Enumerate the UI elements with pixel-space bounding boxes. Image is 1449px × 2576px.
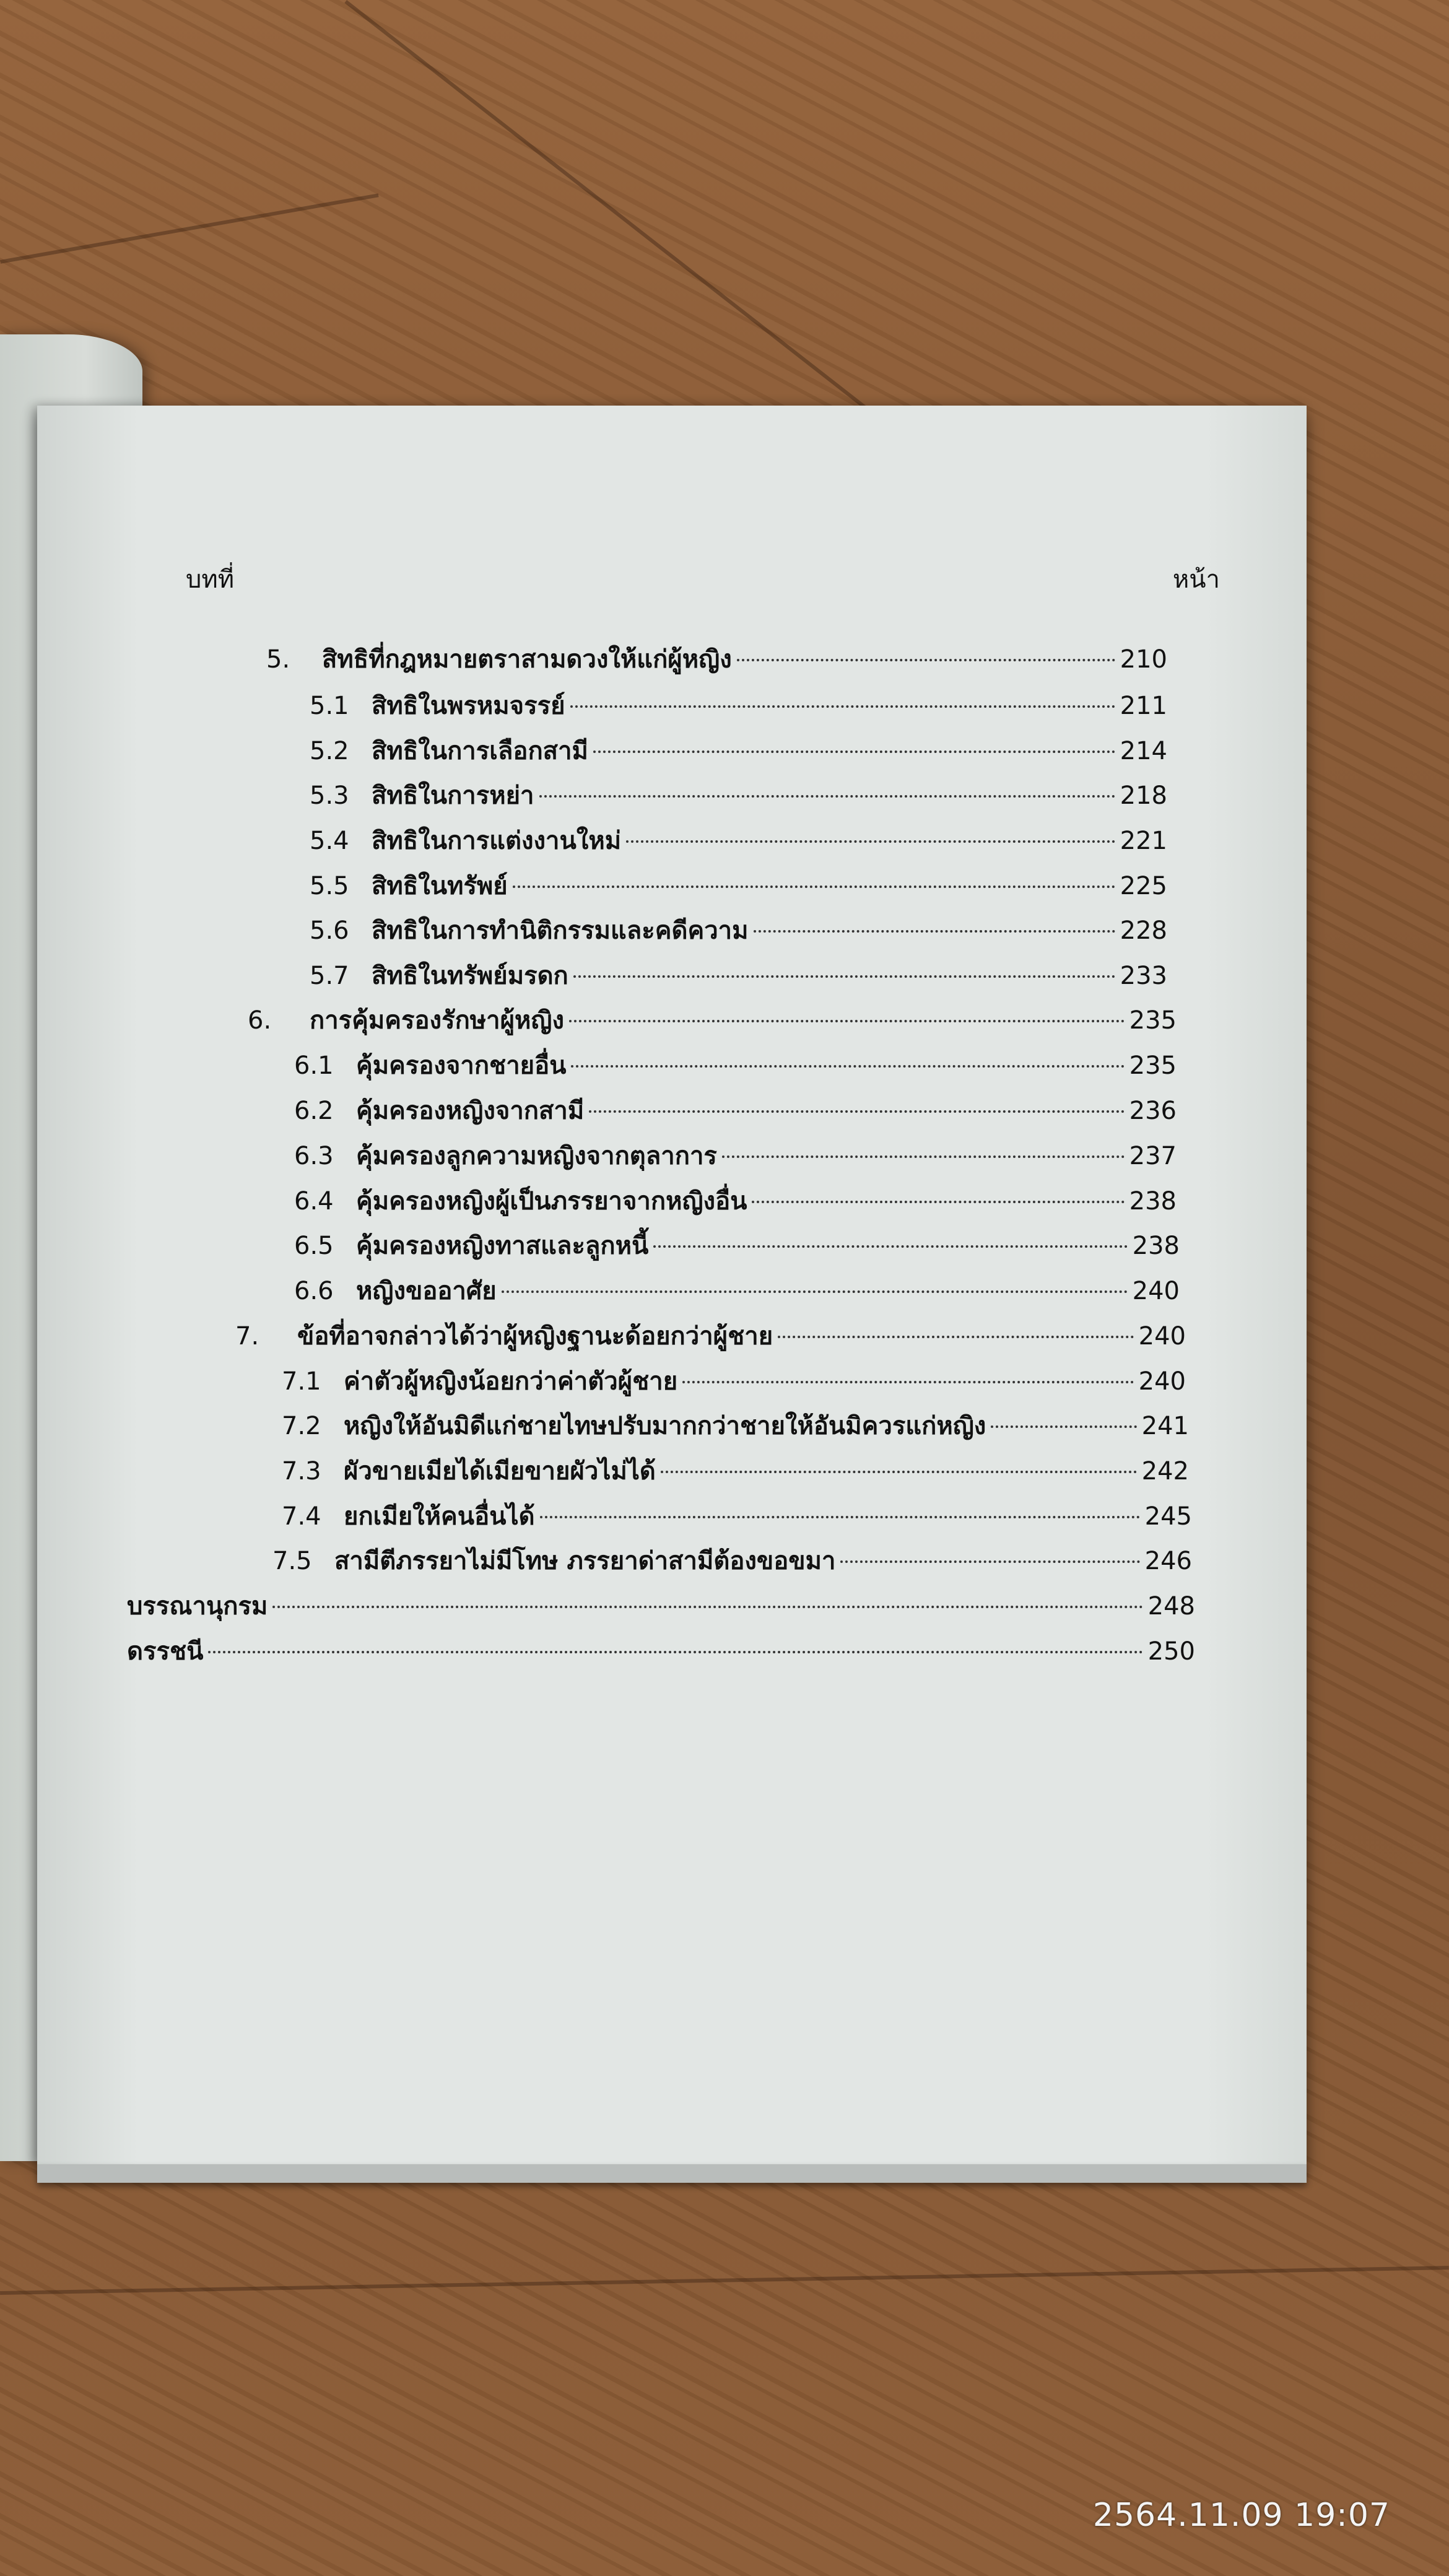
toc-entry [235, 1318, 1186, 1355]
dot-leader [502, 1290, 1128, 1293]
toc-entry-page: 214 [1120, 737, 1167, 765]
toc-entry [282, 1498, 1192, 1535]
toc-entry [127, 1633, 1195, 1670]
toc-entry-number: 5.7 [310, 962, 349, 990]
toc-entry-page: 238 [1132, 1232, 1180, 1260]
toc-entry-page: 245 [1144, 1502, 1192, 1531]
toc-entry-title: สิทธิในการเลือกสามี [372, 737, 588, 765]
toc-entry [282, 1363, 1186, 1400]
toc-entry-page: 233 [1120, 962, 1167, 990]
toc-entry [294, 1092, 1177, 1129]
toc-entry-page: 210 [1120, 645, 1167, 674]
toc-entry-number: 7.1 [282, 1367, 321, 1396]
toc-entry-number: 6.1 [294, 1051, 334, 1080]
dot-leader [778, 1336, 1133, 1338]
dot-leader [752, 1201, 1124, 1203]
toc-entry-number: 5.1 [310, 692, 349, 720]
toc-entry [294, 1138, 1177, 1175]
wood-grain-line [0, 2266, 1449, 2295]
toc-entry-page: 250 [1147, 1637, 1195, 1666]
dot-leader [626, 840, 1115, 843]
toc-entry-number: 7.3 [282, 1457, 321, 1486]
toc-entry-number: 7.2 [282, 1412, 321, 1440]
toc-entry-number: 5.3 [310, 781, 349, 810]
toc-entry [310, 868, 1167, 905]
toc-entry-page: 237 [1129, 1142, 1177, 1170]
book-page [37, 406, 1307, 2164]
dot-leader [570, 705, 1115, 708]
toc-entry-page: 221 [1120, 827, 1167, 855]
toc-entry-page: 240 [1132, 1277, 1180, 1305]
toc-entry-page: 211 [1120, 692, 1167, 720]
toc-entry-title: สามีตีภรรยาไม่มีโทษ ภรรยาด่าสามีต้องขอขมา [334, 1547, 836, 1575]
toc-entry-page: 235 [1129, 1051, 1177, 1080]
dot-leader [737, 659, 1115, 661]
dot-leader [991, 1425, 1136, 1428]
page-column-label: หน้า [1172, 565, 1220, 594]
toc-entry-number: 7. [235, 1322, 259, 1351]
toc-entry-title: คุ้มครองลูกความหญิงจากตุลาการ [356, 1142, 717, 1170]
toc-entry-title: ข้อที่อาจกล่าวได้ว่าผู้หญิงฐานะด้อยกว่าผู้ชาย [297, 1322, 773, 1351]
dot-leader [540, 1516, 1140, 1518]
toc-entry-title: สิทธิในการหย่า [372, 781, 534, 810]
toc-entry-title: สิทธิในการแต่งงานใหม่ [372, 827, 622, 855]
toc-entry-title: คุ้มครองหญิงทาสและลูกหนี้ [356, 1232, 649, 1260]
toc-entry-number: 6.6 [294, 1277, 334, 1305]
dot-leader [571, 1065, 1124, 1068]
toc-entry-page: 241 [1141, 1412, 1189, 1440]
toc-entry [310, 957, 1167, 994]
toc-entry-page: 240 [1138, 1367, 1186, 1396]
dot-leader [569, 1020, 1125, 1022]
toc-entry [127, 1588, 1195, 1625]
toc-entry [310, 777, 1167, 814]
toc-entry-title: คุ้มครองหญิงจากสามี [356, 1097, 585, 1125]
toc-entry-number: 6. [248, 1006, 272, 1035]
toc-entry-page: 228 [1120, 916, 1167, 945]
dot-leader [589, 1110, 1124, 1113]
toc-entry-title: การคุ้มครองรักษาผู้หญิง [310, 1006, 565, 1035]
toc-entry-title: หญิงขออาศัย [356, 1277, 497, 1305]
toc-entry-title: คุ้มครองหญิงผู้เป็นภรรยาจากหญิงอื่น [356, 1187, 747, 1216]
toc-entry-number: 6.2 [294, 1097, 334, 1125]
dot-leader [682, 1381, 1133, 1383]
toc-entry-title: ผัวขายเมียได้เมียขายผัวไม่ได้ [344, 1457, 656, 1486]
toc-entry-title: สิทธิที่กฎหมายตราสามดวงให้แก่ผู้หญิง [322, 645, 732, 674]
toc-entry-title: ดรรชนี [127, 1637, 204, 1666]
toc-entry-number: 7.5 [272, 1547, 312, 1575]
toc-entry-page: 242 [1141, 1457, 1189, 1486]
toc-entry [282, 1408, 1189, 1445]
toc-entry-number: 6.5 [294, 1232, 334, 1260]
dot-leader [573, 975, 1115, 978]
wood-grain-line [0, 193, 379, 264]
toc-entry [266, 641, 1167, 678]
dot-leader [208, 1651, 1142, 1653]
toc-entry [248, 1002, 1177, 1039]
toc-entry-title: ค่าตัวผู้หญิงน้อยกว่าค่าตัวผู้ชาย [344, 1367, 678, 1396]
toc-entry [294, 1047, 1177, 1084]
toc-entry-page: 225 [1120, 872, 1167, 900]
dot-leader [722, 1155, 1125, 1158]
toc-entry [310, 822, 1167, 859]
toc-entry-page: 238 [1129, 1187, 1177, 1216]
dot-leader [513, 886, 1115, 888]
toc-entry [272, 1543, 1192, 1580]
toc-entry-title: สิทธิในทรัพย์มรดก [372, 962, 568, 990]
toc-entry-number: 6.4 [294, 1187, 334, 1216]
toc-entry-number: 5.2 [310, 737, 349, 765]
toc-entry-page: 240 [1138, 1322, 1186, 1351]
toc-entry-page: 235 [1129, 1006, 1177, 1035]
dot-leader [661, 1471, 1137, 1473]
toc-entry [282, 1453, 1189, 1490]
dot-leader [272, 1606, 1142, 1608]
dot-leader [653, 1245, 1127, 1248]
toc-entry-number: 5.4 [310, 827, 349, 855]
dot-leader [593, 751, 1115, 753]
toc-entry-title: สิทธิในการทำนิติกรรมและคดีความ [372, 916, 749, 945]
toc-entry-title: ยกเมียให้คนอื่นได้ [344, 1502, 535, 1531]
page-edge [37, 2164, 1307, 2183]
toc-entry-title: สิทธิในทรัพย์ [372, 872, 508, 900]
dot-leader [840, 1560, 1139, 1563]
toc-entry [294, 1227, 1180, 1264]
toc-entry-page: 246 [1144, 1547, 1192, 1575]
toc-entry-page: 218 [1120, 781, 1167, 810]
toc-entry-number: 5.6 [310, 916, 349, 945]
dot-leader [754, 930, 1115, 933]
toc-entry-title: สิทธิในพรหมจรรย์ [372, 692, 565, 720]
toc-entry-title: คุ้มครองจากชายอื่น [356, 1051, 567, 1080]
toc-entry-number: 6.3 [294, 1142, 334, 1170]
toc-entry [310, 687, 1167, 724]
toc-entry-page: 236 [1129, 1097, 1177, 1125]
toc-entry-title: หญิงให้อันมิดีแก่ชายไทษปรับมากกว่าชายให้อันมิควรแก่หญิง [344, 1412, 986, 1440]
photo-timestamp: 2564.11.09 19:07 [1092, 2497, 1390, 2534]
toc-entry-number: 5. [266, 645, 290, 674]
toc-entry-number: 5.5 [310, 872, 349, 900]
toc-entry-title: บรรณานุกรม [127, 1592, 268, 1621]
toc-entry-number: 7.4 [282, 1502, 321, 1531]
toc-entry [294, 1273, 1180, 1310]
toc-entry [294, 1183, 1177, 1220]
toc-entry [310, 733, 1167, 770]
toc-entry-page: 248 [1147, 1592, 1195, 1621]
dot-leader [539, 795, 1115, 798]
toc-entry [310, 912, 1167, 949]
chapter-column-label: บทที่ [186, 565, 235, 594]
